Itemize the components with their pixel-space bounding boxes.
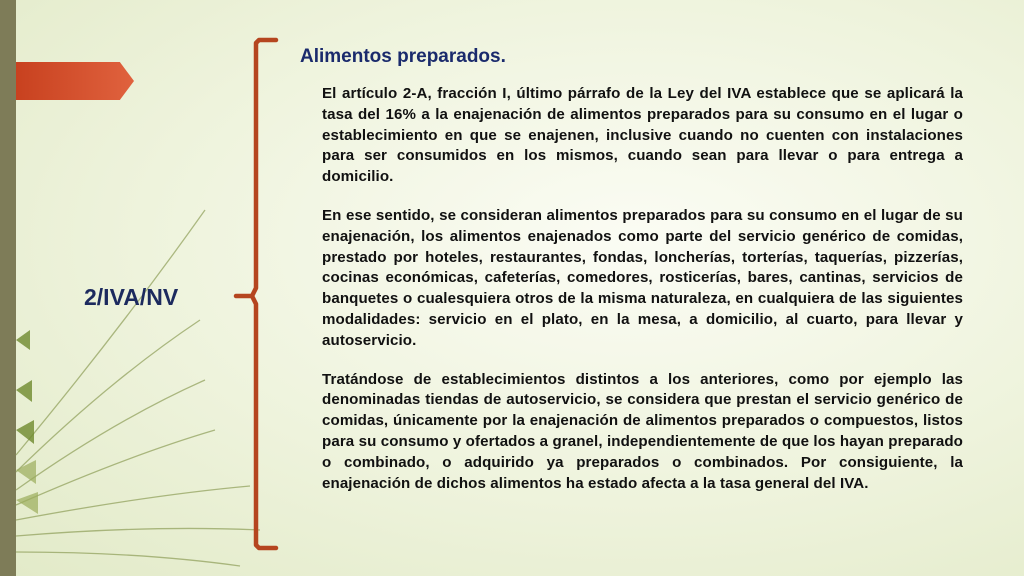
bracket-decoration [228, 34, 284, 554]
tax-code-label: 2/IVA/NV [84, 284, 179, 310]
body-text [322, 84, 963, 512]
paragraph-1: El artículo 2-A, fracción I, último párrafo de la Ley del IVA establece que se aplicará la tasa del 16% a la enajenación de alimentos preparados para su consumo en el lugar o establecimiento en que se enajenen, inclusive cuando no cuenten con instalaciones para ser consumidos en los mismos, cuando sean para llevar o para entrega a domicilio. [322, 85, 963, 186]
paragraph-2: En ese sentido, se consideran alimentos preparados para su consumo en el lugar de su enajenación, los alimentos enajenados como parte del servicio genérico de comidas, prestado por hoteles, restaurantes, fondas, loncherías, torterías, taquerías, pizzerías, cocinas económicas, cafeterías, comedores, rosticerías, bares, cantinas, servicios de banquetes o cualesquiera otros de la misma naturaleza, en cualquiera de las siguientes modalidades: servicio en el plato, en la mesa, a domicilio, al cuarto, para llevar y autoservicio. [322, 206, 963, 349]
paragraph-3: Tratándose de establecimientos distintos a los anteriores, como por ejemplo las denominadas tiendas de autoservicio, se considera que prestan el servicio genérico de comidas, únicamente por la enajenación de alimentos preparados o compuestos, listos para su consumo y ofertados a granel, independientemente de que los hayan preparado o combinado, o adquirido ya preparados o combinados. Por consiguiente, la enajenación de dichos alimentos ha estado afecta a la tasa general del IVA. [322, 370, 963, 492]
section-title: Alimentos preparados. [300, 46, 506, 67]
